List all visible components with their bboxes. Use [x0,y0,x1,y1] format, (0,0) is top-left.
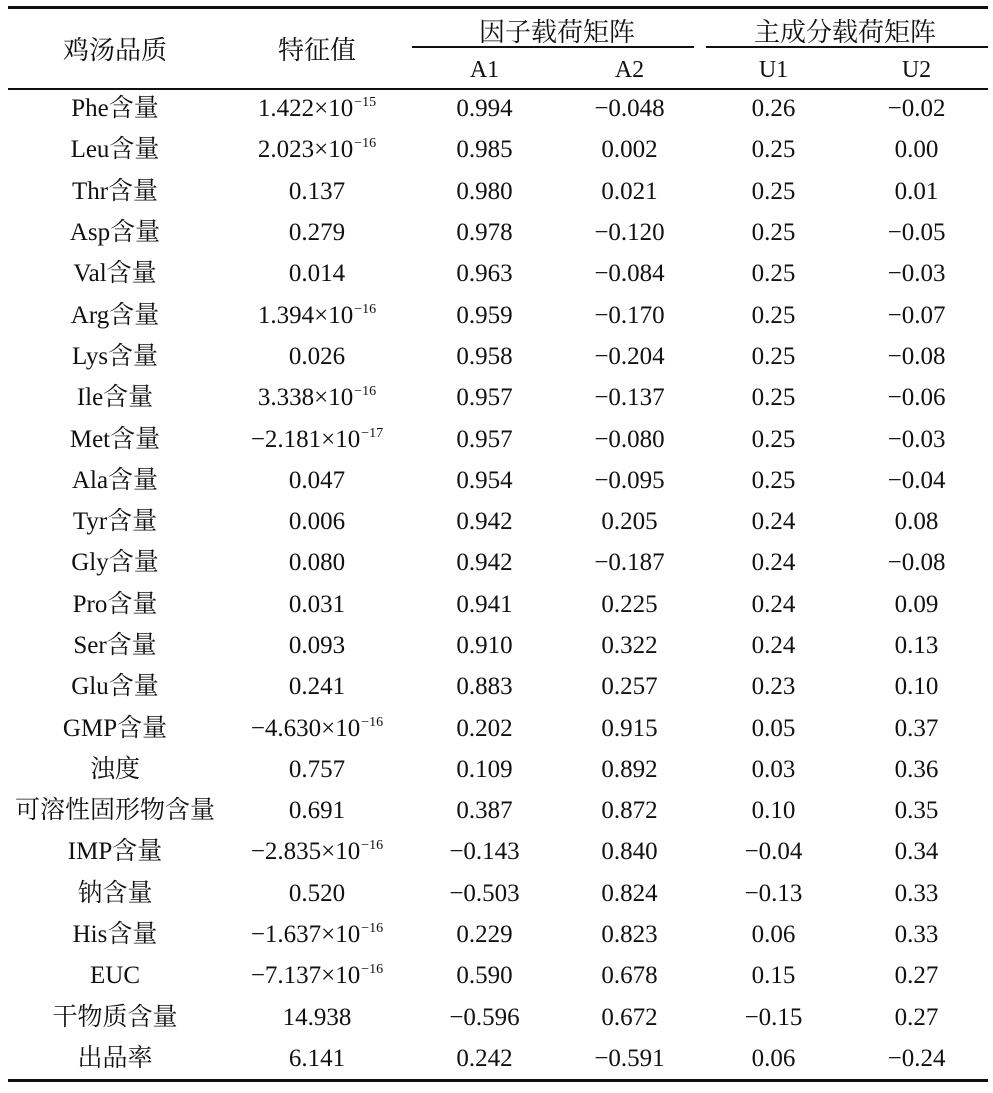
cell-a1: 0.942 [456,549,513,577]
cell-a2: 0.872 [601,797,658,825]
eigenvalue-exponent: −16 [361,962,384,978]
cell-a2: −0.187 [594,549,665,577]
cell-a1: 0.957 [456,384,513,412]
cell-a2: 0.257 [601,673,658,701]
cell-eigenvalue [222,1038,412,1079]
cell-eigenvalue [222,914,412,955]
cell-a2: 0.840 [601,838,658,866]
cell-eigenvalue [222,873,412,914]
cell-a1: 0.963 [456,260,513,288]
cell-a1: 0.387 [456,797,513,825]
cell-quality: GMP含量 [62,714,168,742]
eigenvalue-base: 0.006 [288,508,346,536]
eigenvalue-base: 0.241 [288,673,346,701]
cell-quality: Leu含量 [70,136,160,164]
cell-u1: 0.24 [751,508,796,536]
cell-u2: 0.35 [894,797,939,825]
table-row [8,997,988,1038]
header-u1: U1 [758,56,789,83]
cell-eigenvalue [222,460,412,501]
cell-u1: 0.24 [751,549,796,577]
eigenvalue-exponent: −16 [354,301,377,317]
cell-a1: 0.883 [456,673,513,701]
cell-u2: 0.27 [894,1003,939,1031]
cell-u2: 0.36 [894,755,939,783]
cell-eigenvalue [222,294,412,335]
eigenvalue-base: −2.181×10 [250,425,361,453]
table-row [8,749,988,790]
eigenvalue-base: 0.031 [288,590,346,618]
cell-a1: 0.958 [456,342,513,370]
cell-quality: Gly含量 [71,549,159,577]
cell-u2: 0.33 [894,879,939,907]
cell-u1: 0.05 [751,714,796,742]
cell-u1: 0.26 [751,95,796,123]
cell-u1: 0.15 [751,962,796,990]
cell-a2: 0.205 [601,508,658,536]
cell-u2: −0.02 [887,95,946,123]
cell-quality: Arg含量 [70,301,160,329]
cell-u2: −0.05 [887,219,946,247]
cell-u1: 0.24 [751,632,796,659]
eigenvalue-base: 14.938 [282,1003,352,1031]
cell-a2: 0.823 [601,921,658,949]
cell-a1: 0.941 [456,590,513,618]
table-row [8,294,988,335]
cell-u1: −0.15 [744,1003,803,1031]
cell-u2: −0.07 [887,301,946,329]
cell-u1: 0.25 [751,425,796,453]
header-u2: U2 [901,56,932,83]
cell-quality: 出品率 [77,1044,153,1072]
cell-eigenvalue [222,501,412,542]
cell-eigenvalue [222,707,412,748]
cell-a1: 0.957 [456,425,513,453]
eigenvalue-exponent: −16 [361,921,384,937]
header-factor-loading: 因子载荷矩阵 [479,17,636,47]
cell-a2: −0.591 [594,1044,665,1072]
table-row [8,955,988,996]
cell-a1: −0.143 [449,838,520,866]
cell-quality: Glu含量 [71,673,159,701]
eigenvalue-base: −4.630×10 [250,714,361,742]
eigenvalue-base: 0.014 [288,260,346,288]
eigenvalue-base: 0.691 [288,797,346,825]
cell-quality: 浊度 [89,755,140,783]
cell-quality: His含量 [72,921,158,949]
cell-a1: 0.109 [456,755,513,783]
table-row [8,418,988,459]
eigenvalue-base: 6.141 [288,1044,346,1072]
cell-a2: 0.002 [601,136,658,164]
cell-u2: 0.09 [894,590,939,618]
eigenvalue-base: 1.422×10 [257,95,354,123]
eigenvalue-base: 1.394×10 [257,301,354,329]
eigenvalue-base: 0.093 [288,632,346,659]
table-row [8,707,988,748]
cell-u1: 0.25 [751,177,796,205]
cell-a2: 0.021 [601,177,658,205]
cell-u1: 0.25 [751,342,796,370]
table-row [8,1038,988,1079]
cell-u2: −0.03 [887,260,946,288]
cell-a1: 0.985 [456,136,513,164]
cell-u1: 0.24 [751,590,796,618]
cell-u2: 0.27 [894,962,939,990]
cell-quality: Tyr含量 [72,508,158,536]
cell-a1: 0.910 [456,632,513,659]
cell-quality: 钠含量 [77,879,153,907]
cell-a2: 0.892 [601,755,658,783]
cell-u1: 0.23 [751,673,796,701]
table-row [8,88,988,129]
cell-quality: Ser含量 [73,632,157,659]
cell-quality: Pro含量 [72,590,158,618]
header-quality: 鸡汤品质 [62,35,167,65]
cell-a2: 0.678 [601,962,658,990]
cell-eigenvalue [222,129,412,170]
eigenvalue-base: 0.080 [288,549,346,577]
cell-a1: 0.959 [456,301,513,329]
cell-quality: EUC [90,962,140,990]
table-row [8,377,988,418]
eigenvalue-exponent: −16 [361,838,384,854]
eigenvalue-base: 3.338×10 [257,384,354,412]
cell-quality: Lys含量 [71,342,159,370]
eigenvalue-base: 0.279 [288,219,346,247]
table-row [8,171,988,212]
cell-u1: 0.25 [751,260,796,288]
header-a2: A2 [614,56,645,83]
cell-a1: 0.242 [456,1044,513,1072]
eigenvalue-exponent: −16 [361,714,384,730]
data-table [8,8,988,1079]
cell-a1: 0.978 [456,219,513,247]
cell-u1: 0.03 [751,755,796,783]
cell-u1: 0.25 [751,136,796,164]
table-row [8,584,988,625]
eigenvalue-base: 0.026 [288,342,346,370]
cell-a1: 0.994 [456,95,513,123]
cell-a2: 0.672 [601,1003,658,1031]
table-row [8,790,988,831]
cell-eigenvalue [222,955,412,996]
cell-a1: 0.954 [456,466,513,494]
cell-quality: Ala含量 [71,466,159,494]
eigenvalue-exponent: −15 [354,95,377,111]
eigenvalue-base: 0.137 [288,177,346,205]
cell-u2: −0.06 [887,384,946,412]
table-row [8,914,988,955]
cell-quality: Asp含量 [69,219,161,247]
cell-a1: 0.942 [456,508,513,536]
cell-a1: −0.503 [449,879,520,907]
table-row [8,625,988,666]
cell-u2: 0.10 [894,673,939,701]
cell-a2: 0.225 [601,590,658,618]
cell-quality: Met含量 [69,425,161,453]
header-eigenvalue: 特征值 [277,35,356,65]
cell-eigenvalue [222,584,412,625]
cell-eigenvalue [222,831,412,872]
cell-quality: Phe含量 [71,95,159,123]
cell-u2: 0.00 [894,136,939,164]
cell-a1: 0.229 [456,921,513,949]
cell-u2: 0.01 [894,177,939,205]
cell-eigenvalue [222,542,412,583]
cell-eigenvalue [222,625,412,666]
cell-a1: 0.202 [456,714,513,742]
table-row [8,831,988,872]
table-row [8,336,988,377]
cell-u2: 0.34 [894,838,939,866]
cell-a2: −0.048 [594,95,665,123]
cell-u2: −0.08 [887,342,946,370]
eigenvalue-exponent: −16 [354,136,377,152]
cell-a1: 0.590 [456,962,513,990]
table-row [8,873,988,914]
table-row [8,129,988,170]
cell-eigenvalue [222,253,412,294]
header-row-1 [8,8,988,52]
cell-u2: −0.08 [887,549,946,577]
cell-eigenvalue [222,790,412,831]
cell-u1: 0.25 [751,384,796,412]
cell-eigenvalue [222,212,412,253]
cell-quality: IMP含量 [67,838,163,866]
cell-a1: 0.980 [456,177,513,205]
cell-a2: −0.080 [594,425,665,453]
cell-u2: 0.08 [894,508,939,536]
eigenvalue-base: 0.047 [288,466,346,494]
cell-u2: 0.33 [894,921,939,949]
cell-u1: 0.25 [751,466,796,494]
cell-eigenvalue [222,377,412,418]
cell-u1: 0.10 [751,797,796,825]
eigenvalue-base: 2.023×10 [257,136,354,164]
eigenvalue-exponent: −16 [354,384,377,400]
cell-a2: −0.170 [594,301,665,329]
cell-quality: Val含量 [73,260,157,288]
table-row [8,212,988,253]
table-row [8,666,988,707]
cell-a2: −0.084 [594,260,665,288]
cell-eigenvalue [222,997,412,1038]
cell-eigenvalue [222,418,412,459]
cell-quality: Ile含量 [76,384,154,412]
cell-a2: 0.824 [601,879,658,907]
cell-u2: 0.37 [894,714,939,742]
cell-eigenvalue [222,749,412,790]
cell-u1: 0.25 [751,219,796,247]
cell-u2: 0.13 [894,632,939,659]
cell-a2: −0.095 [594,466,665,494]
table-body [8,88,988,1079]
cell-eigenvalue [222,171,412,212]
table-row [8,542,988,583]
eigenvalue-base: 0.757 [288,755,346,783]
eigenvalue-base: −1.637×10 [250,921,361,949]
cell-u2: −0.04 [887,466,946,494]
cell-u1: −0.04 [744,838,803,866]
cell-eigenvalue [222,88,412,129]
cell-a2: −0.204 [594,342,665,370]
cell-a2: 0.322 [601,632,658,659]
table-row [8,501,988,542]
cell-quality: Thr含量 [71,177,159,205]
cell-eigenvalue [222,666,412,707]
header-a1: A1 [469,56,500,83]
cell-quality: 干物质含量 [52,1003,178,1031]
cell-a1: −0.596 [449,1003,520,1031]
cell-quality: 可溶性固形物含量 [14,797,215,825]
cell-u1: 0.25 [751,301,796,329]
cell-u1: 0.06 [751,921,796,949]
cell-eigenvalue [222,336,412,377]
bottom-rule [8,1079,988,1082]
eigenvalue-base: 0.520 [288,879,346,907]
eigenvalue-base: −2.835×10 [250,838,361,866]
eigenvalue-exponent: −17 [361,425,384,441]
eigenvalue-base: −7.137×10 [250,962,361,990]
header-principal-loading: 主成分载荷矩阵 [754,17,937,47]
table-row [8,253,988,294]
cell-a2: 0.915 [601,714,658,742]
cell-a2: −0.120 [594,219,665,247]
cell-u1: −0.13 [744,879,803,907]
table-row [8,460,988,501]
cell-u2: −0.24 [887,1044,946,1072]
cell-u2: −0.03 [887,425,946,453]
cell-u1: 0.06 [751,1044,796,1072]
cell-a2: −0.137 [594,384,665,412]
